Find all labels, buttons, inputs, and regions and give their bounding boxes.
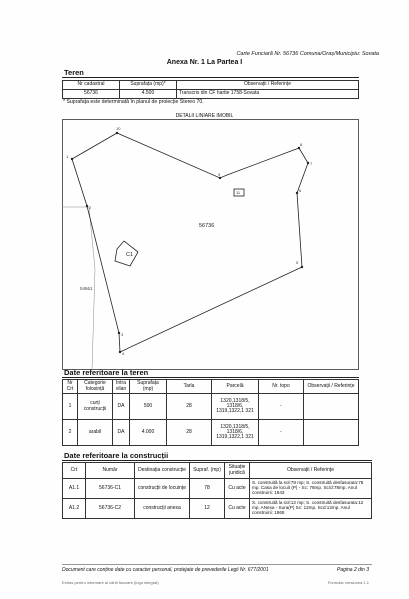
table-cell: - <box>259 394 304 420</box>
table-cell: 12 <box>190 499 225 519</box>
table-cell: S. construită la sol:12 mp; S. construită desfasurata:12 mp. ANexa - Sura(P) Sc: 12mp. Scd:12mp. Anul construirii: 1965 <box>250 499 372 519</box>
table-cell: construcții de locuințe <box>135 479 190 499</box>
table-cell <box>304 420 359 446</box>
vertex-label: 11 <box>236 190 241 195</box>
table-cell: 56736-C1 <box>86 479 135 499</box>
table-cell: 28 <box>167 420 212 446</box>
table-cell <box>304 394 359 420</box>
vertex-marker <box>219 177 221 179</box>
vertex-label: 9 <box>218 172 221 177</box>
vertex-marker <box>71 158 73 160</box>
vertex-marker <box>307 162 309 164</box>
annex-title: Anexa Nr. 1 La Partea I <box>166 59 243 66</box>
vertex-marker <box>296 192 298 194</box>
table-cell: Cu acte <box>225 479 250 499</box>
col-header: Număr <box>86 463 135 479</box>
table-row <box>63 394 359 420</box>
vertex-label: 3 <box>121 332 124 337</box>
vertex-marker <box>86 205 88 207</box>
page-number: Pagina 2 din 3 <box>337 567 369 573</box>
table-cell: curți construcții <box>78 394 113 420</box>
teren-details-title: Date referitoare la teren <box>64 368 149 377</box>
building-label: C1 <box>126 252 134 258</box>
teren-table <box>62 80 359 99</box>
vertex-label: 1 <box>66 154 69 159</box>
teren-note: * Suprafața este determinată în planul de proiecție Stereo 70. <box>63 99 204 105</box>
col-header: Crt <box>63 463 86 479</box>
table-cell: 1 <box>63 394 78 420</box>
col-header: Situație juridică <box>225 463 250 479</box>
table-cell: construcții anexa <box>135 499 190 519</box>
table-cell: 78 <box>190 479 225 499</box>
section-rule <box>62 377 359 378</box>
col-header: Nr. topo <box>259 380 304 394</box>
table-cell: S. construită la sol:78 mp; S. construită desfasurata:78 mp. Casa de locuit (P) - Sc: 78mp. Sc/d:78mp. Anul construirii: 1943 <box>250 479 372 499</box>
table-cell: 500 <box>130 394 167 420</box>
table-cell: 28 <box>167 394 212 420</box>
plan-title: DETALII LINIARE IMOBIL <box>175 113 234 119</box>
teren-title: Teren <box>64 68 84 77</box>
neighbour-label: 54661 <box>80 286 93 291</box>
footer-small-left: Extras pentru informare al cărții funciare (ingo integrat) <box>62 580 159 585</box>
col-header: Intra vilan <box>113 380 130 394</box>
table-row <box>63 479 372 499</box>
table-cell: Cu acte <box>225 499 250 519</box>
footer-disclaimer: Document care conține date cu caracter personal, protejate de prevederile Legii Nr. 677/2001 <box>62 567 269 573</box>
vertex-label: 8 <box>300 142 303 147</box>
vertex-marker <box>119 351 121 353</box>
teren-cell: 56736 <box>63 90 120 99</box>
table-row <box>63 499 372 519</box>
table-cell: A1.1 <box>63 479 86 499</box>
teren-header-observatii: Observații / Referințe <box>177 81 359 90</box>
col-header: Destinația construcție <box>135 463 190 479</box>
vertex-label: 5 <box>296 260 299 265</box>
plan-frame <box>63 120 359 370</box>
col-header: Parcelă <box>212 380 259 394</box>
register-header: Carte Funciară Nr. 56736 Comuna/Oraș/Municipiu: Sovata <box>236 51 379 57</box>
col-header: Observații / Referințe <box>304 380 359 394</box>
section-rule <box>62 77 359 78</box>
constructii-table <box>62 462 372 519</box>
vertex-label: 7 <box>310 161 313 166</box>
teren-cell: Transcris din CF hartie 1758-Sovata <box>177 90 359 99</box>
col-header: Suprafața (mp) <box>130 380 167 394</box>
table-cell: 1320,1318/5, 1318/6, 1319,1322,1 321 <box>212 394 259 420</box>
table-cell: arabil <box>78 420 113 446</box>
col-header: Observații / Referințe <box>250 463 372 479</box>
table-cell: - <box>259 420 304 446</box>
section-rule <box>62 460 372 461</box>
table-cell: DA <box>113 394 130 420</box>
parcel-boundary <box>72 133 308 352</box>
footer-rule <box>62 564 372 565</box>
table-cell: 1320,1318/5, 1318/6, 1319,1322,1 321 <box>212 420 259 446</box>
col-header: Nr Crt <box>63 380 78 394</box>
table-cell: DA <box>113 420 130 446</box>
vertex-label: 6 <box>299 188 302 193</box>
parcel-number-label: 56736 <box>199 223 215 229</box>
teren-header-cadastral: Nr cadastral <box>63 81 120 90</box>
constructii-title: Date referitoare la construcții <box>64 451 169 460</box>
vertex-label: 4 <box>122 351 125 356</box>
vertex-label: 2 <box>89 205 92 210</box>
table-cell: 2 <box>63 420 78 446</box>
parcel-plan <box>62 119 359 370</box>
vertex-label: 10 <box>116 126 121 131</box>
teren-header-suprafata: Suprafața (mp)* <box>120 81 177 90</box>
footer-small-right: Formular versiunea 1.1 <box>327 580 369 585</box>
vertex-marker <box>298 147 300 149</box>
table-row <box>63 420 359 446</box>
table-cell: A1.2 <box>63 499 86 519</box>
vertex-marker <box>118 332 120 334</box>
teren-cell: 4.500 <box>120 90 177 99</box>
col-header: Tarla <box>167 380 212 394</box>
vertex-marker <box>301 266 303 268</box>
col-header: Categorie folosință <box>78 380 113 394</box>
teren-details-table <box>62 379 359 446</box>
vertex-marker <box>116 132 118 134</box>
table-cell: 4.000 <box>130 420 167 446</box>
table-cell: 56736-C2 <box>86 499 135 519</box>
col-header: Supraf. (mp) <box>190 463 225 479</box>
